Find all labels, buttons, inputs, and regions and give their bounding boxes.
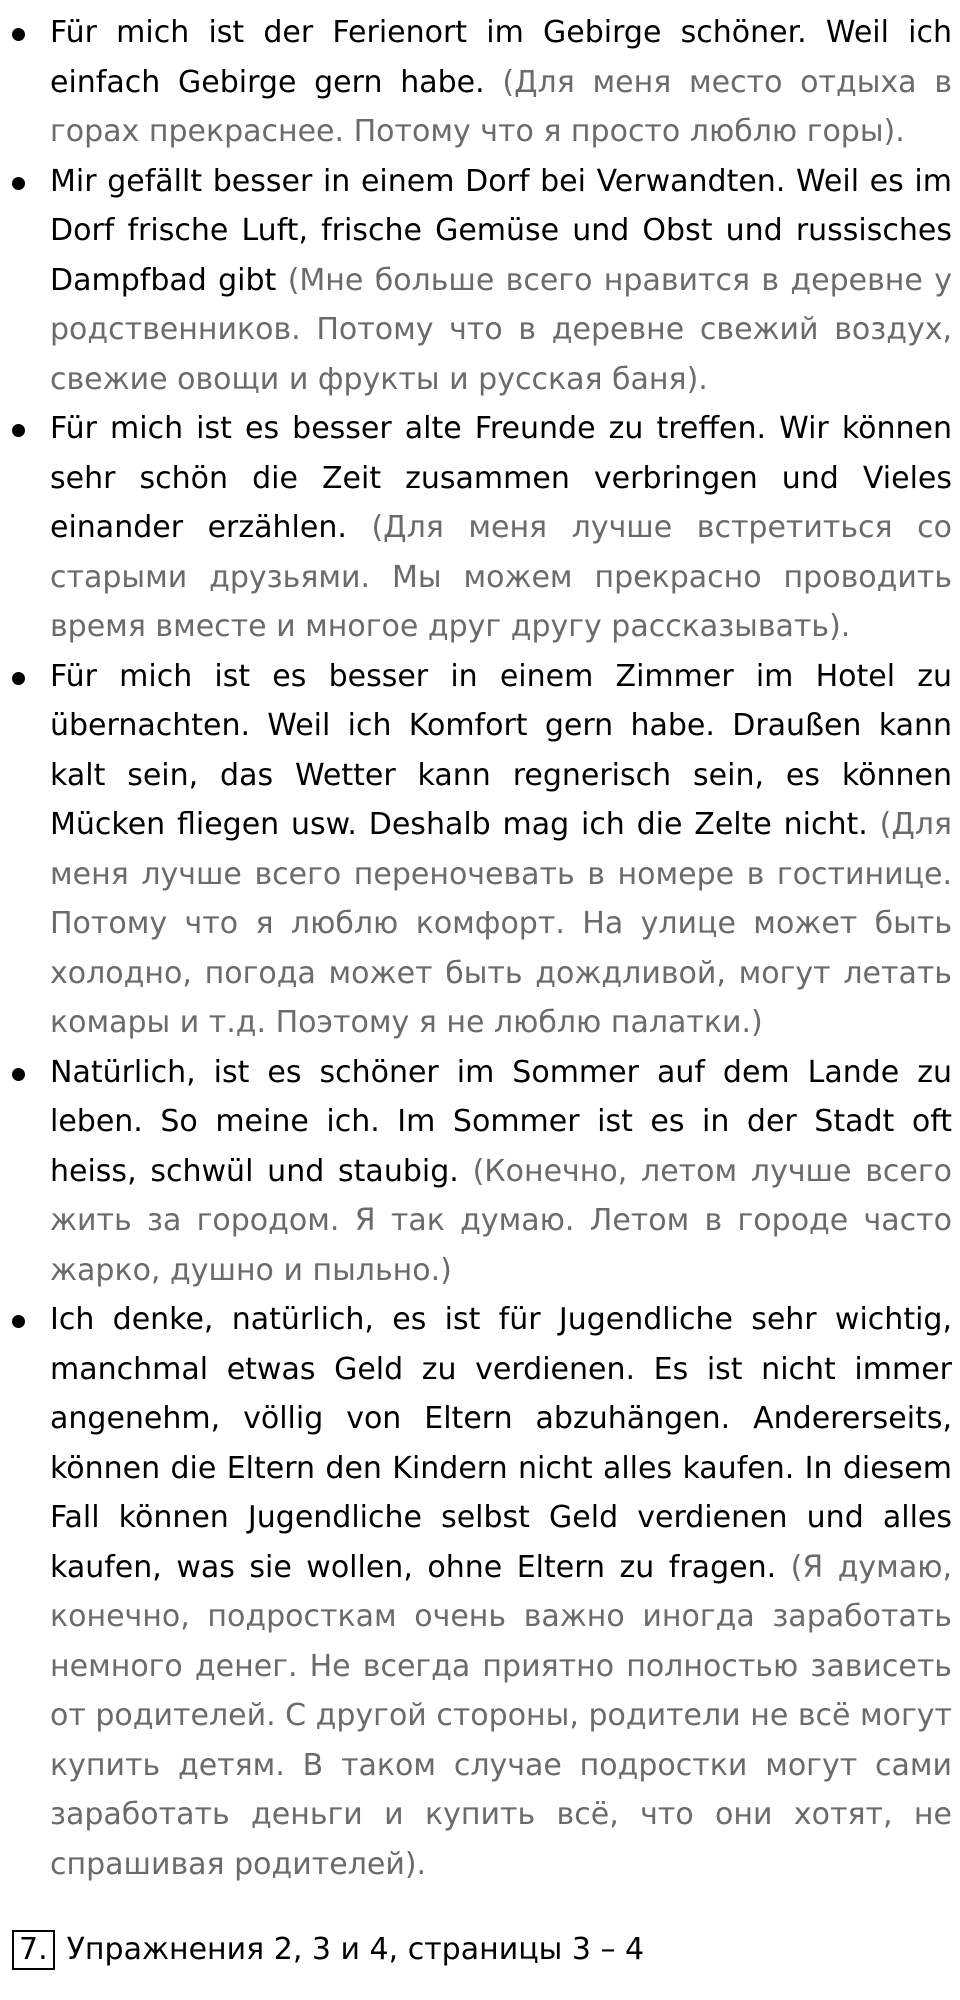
russian-translation: (Конечно, летом лучше всего жить за городом. Я так думаю. Летом в городе часто жарко, душно и пыльно.) xyxy=(50,1153,953,1288)
russian-translation: (Я думаю, конечно, подросткам очень важно иногда заработать немного денег. Не всегда приятно полностью зависеть от родителей. С другой стороны, родители не всё могут купить детям. В таком случае подростки могут сами заработать деньги и купить всё, что они хотят, не спрашивая родителей). xyxy=(50,1549,952,1882)
bullet-icon xyxy=(12,672,25,685)
russian-translation: (Для меня лучше встретиться со старыми друзьями. Мы можем прекрасно проводить время вместе и многое друг другу рассказывать). xyxy=(50,510,952,644)
russian-translation: (Мне больше всего нравится в деревне у родственников. Потому что в деревне свежий воздух, свежие овощи и фрукты и русская баня). xyxy=(50,262,952,397)
german-text: Mir gefällt besser in einem Dorf bei Verwandten. Weil es im Dorf frische Luft, frische Gemüse und Obst und russisches Dampfbad gibt xyxy=(50,163,952,298)
bullet-icon xyxy=(12,177,25,190)
german-text: Ich denke, natürlich, es ist für Jugendliche sehr wichtig, manchmal etwas Geld zu verdienen. Es ist nicht immer angenehm, völlig von Eltern abzuhängen. Andererseits, können die Eltern den Kindern nicht alles kaufen. In diesem Fall können Jugendliche selbst Geld verdienen und alles kaufen, was sie wollen, ohne Eltern zu fragen. xyxy=(50,1302,952,1585)
bullet-icon xyxy=(12,424,25,437)
bullet-icon xyxy=(12,28,25,41)
german-text: Für mich ist der Ferienort im Gebirge schöner. Weil ich einfach Gebirge gern habe. xyxy=(50,15,952,100)
list-item xyxy=(0,157,960,405)
list-item xyxy=(0,1048,960,1296)
russian-translation: (Для меня место отдыха в горах прекраснее. Потому что я просто люблю горы). xyxy=(50,64,952,149)
list-item xyxy=(0,1295,960,1889)
russian-translation: (Для меня лучше всего переночевать в номере в гостинице. Потому что я люблю комфорт. На улице может быть холодно, погода может быть дождливой, могут летать комары и т.д. Поэтому я не люблю палатки.) xyxy=(50,807,952,1040)
list-item xyxy=(0,8,960,157)
german-text: Für mich ist es besser alte Freunde zu treffen. Wir können sehr schön die Zeit zusammen verbringen und Vieles einander erzählen. xyxy=(50,411,952,545)
exercise-number-box: 7. xyxy=(12,1930,55,1970)
list-item xyxy=(0,652,960,1048)
answer-list xyxy=(0,8,960,1889)
list-item xyxy=(0,404,960,652)
exercise-text: Упражнения 2, 3 и 4, страницы 3 – 4 xyxy=(66,1932,645,1967)
german-text: Natürlich, ist es schöner im Sommer auf dem Lande zu leben. So meine ich. Im Sommer ist es in der Stadt oft heiss, schwül und staubig. xyxy=(50,1054,952,1189)
document-body xyxy=(0,8,960,1889)
bullet-icon xyxy=(12,1315,25,1328)
german-text: Für mich ist es besser in einem Zimmer im Hotel zu übernachten. Weil ich Komfort gern habe. Draußen kann kalt sein, das Wetter kann regnerisch sein, es können Mücken fliegen usw. Deshalb mag ich die Zelte nicht. xyxy=(50,658,952,842)
bullet-icon xyxy=(12,1068,25,1081)
exercise-heading xyxy=(12,1930,644,1970)
